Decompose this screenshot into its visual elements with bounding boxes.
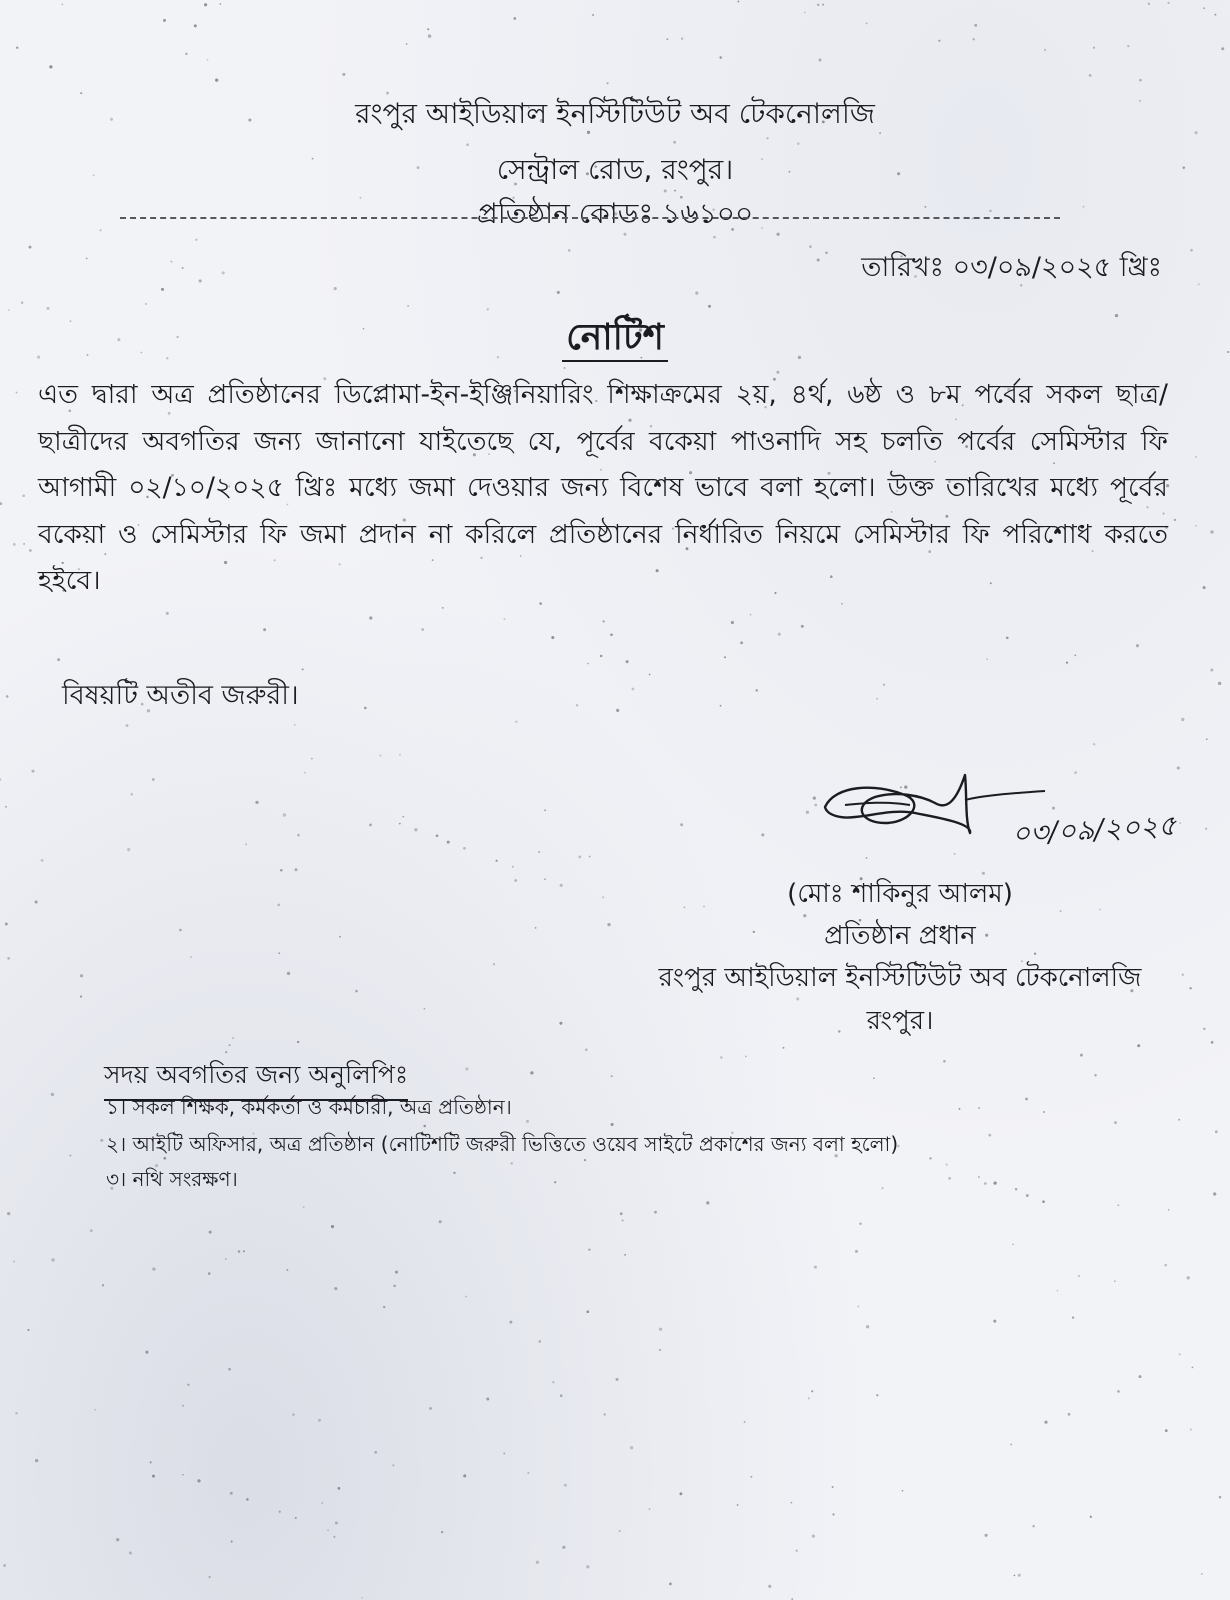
institute-address: সেন্ট্রাল রোড, রংপুর। <box>496 153 734 186</box>
header-divider <box>120 217 1060 219</box>
cc-item: ২। আইটি অফিসার, অত্র প্রতিষ্ঠান (নোটিশটি জরুরী ভিত্তিতে ওয়েব সাইটে প্রকাশের জন্য বলা হলো) <box>106 1132 899 1156</box>
institute-name: রংপুর আইডিয়াল ইনস্টিটিউট অব টেকনোলজি <box>355 97 875 130</box>
notice-title-wrap <box>0 310 1230 370</box>
cc-item: ৩। নথি সংরক্ষণ। <box>106 1167 238 1191</box>
signer-city: রংপুর। <box>866 1006 934 1036</box>
signer-name: (মোঃ শাকিনুর আলম) <box>787 879 1013 909</box>
signer-institute: রংপুর আইডিয়াল ইনস্টিটিউট অব টেকনোলজি <box>658 963 1142 993</box>
notice-body: এত দ্বারা অত্র প্রতিষ্ঠানের ডিপ্লোমা-ইন-ইঞ্জিনিয়ারিং শিক্ষাক্রমের ২য়, ৪র্থ, ৬ষ্ঠ ও ৮ম পর্বের সকল ছাত্র/ছাত্রীদের অবগতির জন্য জানানো যাইতেছে যে, পূর্বের বকেয়া পাওনাদি সহ চলতি পর্বের সেমিস্টার ফি আগামী ০২/১০/২০২৫ খ্রিঃ মধ্যে জমা দেওয়ার জন্য বিশেষ ভাবে বলা হলো। উক্ত তারিখের মধ্যে পূর্বের বকেয়া ও সেমিস্টার ফি জমা প্রদান না করিলে প্রতিষ্ঠানের নির্ধারিত নিয়মে সেমিস্টার ফি পরিশোধ করতে হইবে। <box>38 379 1168 596</box>
signature-date: ০৩/০৯/২০২৫ <box>1011 808 1178 851</box>
urgent-note: বিষয়টি অতীব জরুরী। <box>62 680 299 711</box>
notice-date: তারিখঃ ০৩/০৯/২০২৫ খ্রিঃ <box>861 252 1162 283</box>
signer-designation: প্রতিষ্ঠান প্রধান <box>824 921 976 951</box>
notice-title: নোটিশ <box>562 317 668 362</box>
institute-code: প্রতিষ্ঠান কোডঃ ১৬১০০ <box>476 197 754 230</box>
cc-item: ১। সকল শিক্ষক, কর্মকর্তা ও কর্মচারী, অত্র প্রতিষ্ঠান। <box>106 1095 512 1119</box>
cc-title: সদয় অবগতির জন্য অনুলিপিঃ <box>104 1055 408 1101</box>
